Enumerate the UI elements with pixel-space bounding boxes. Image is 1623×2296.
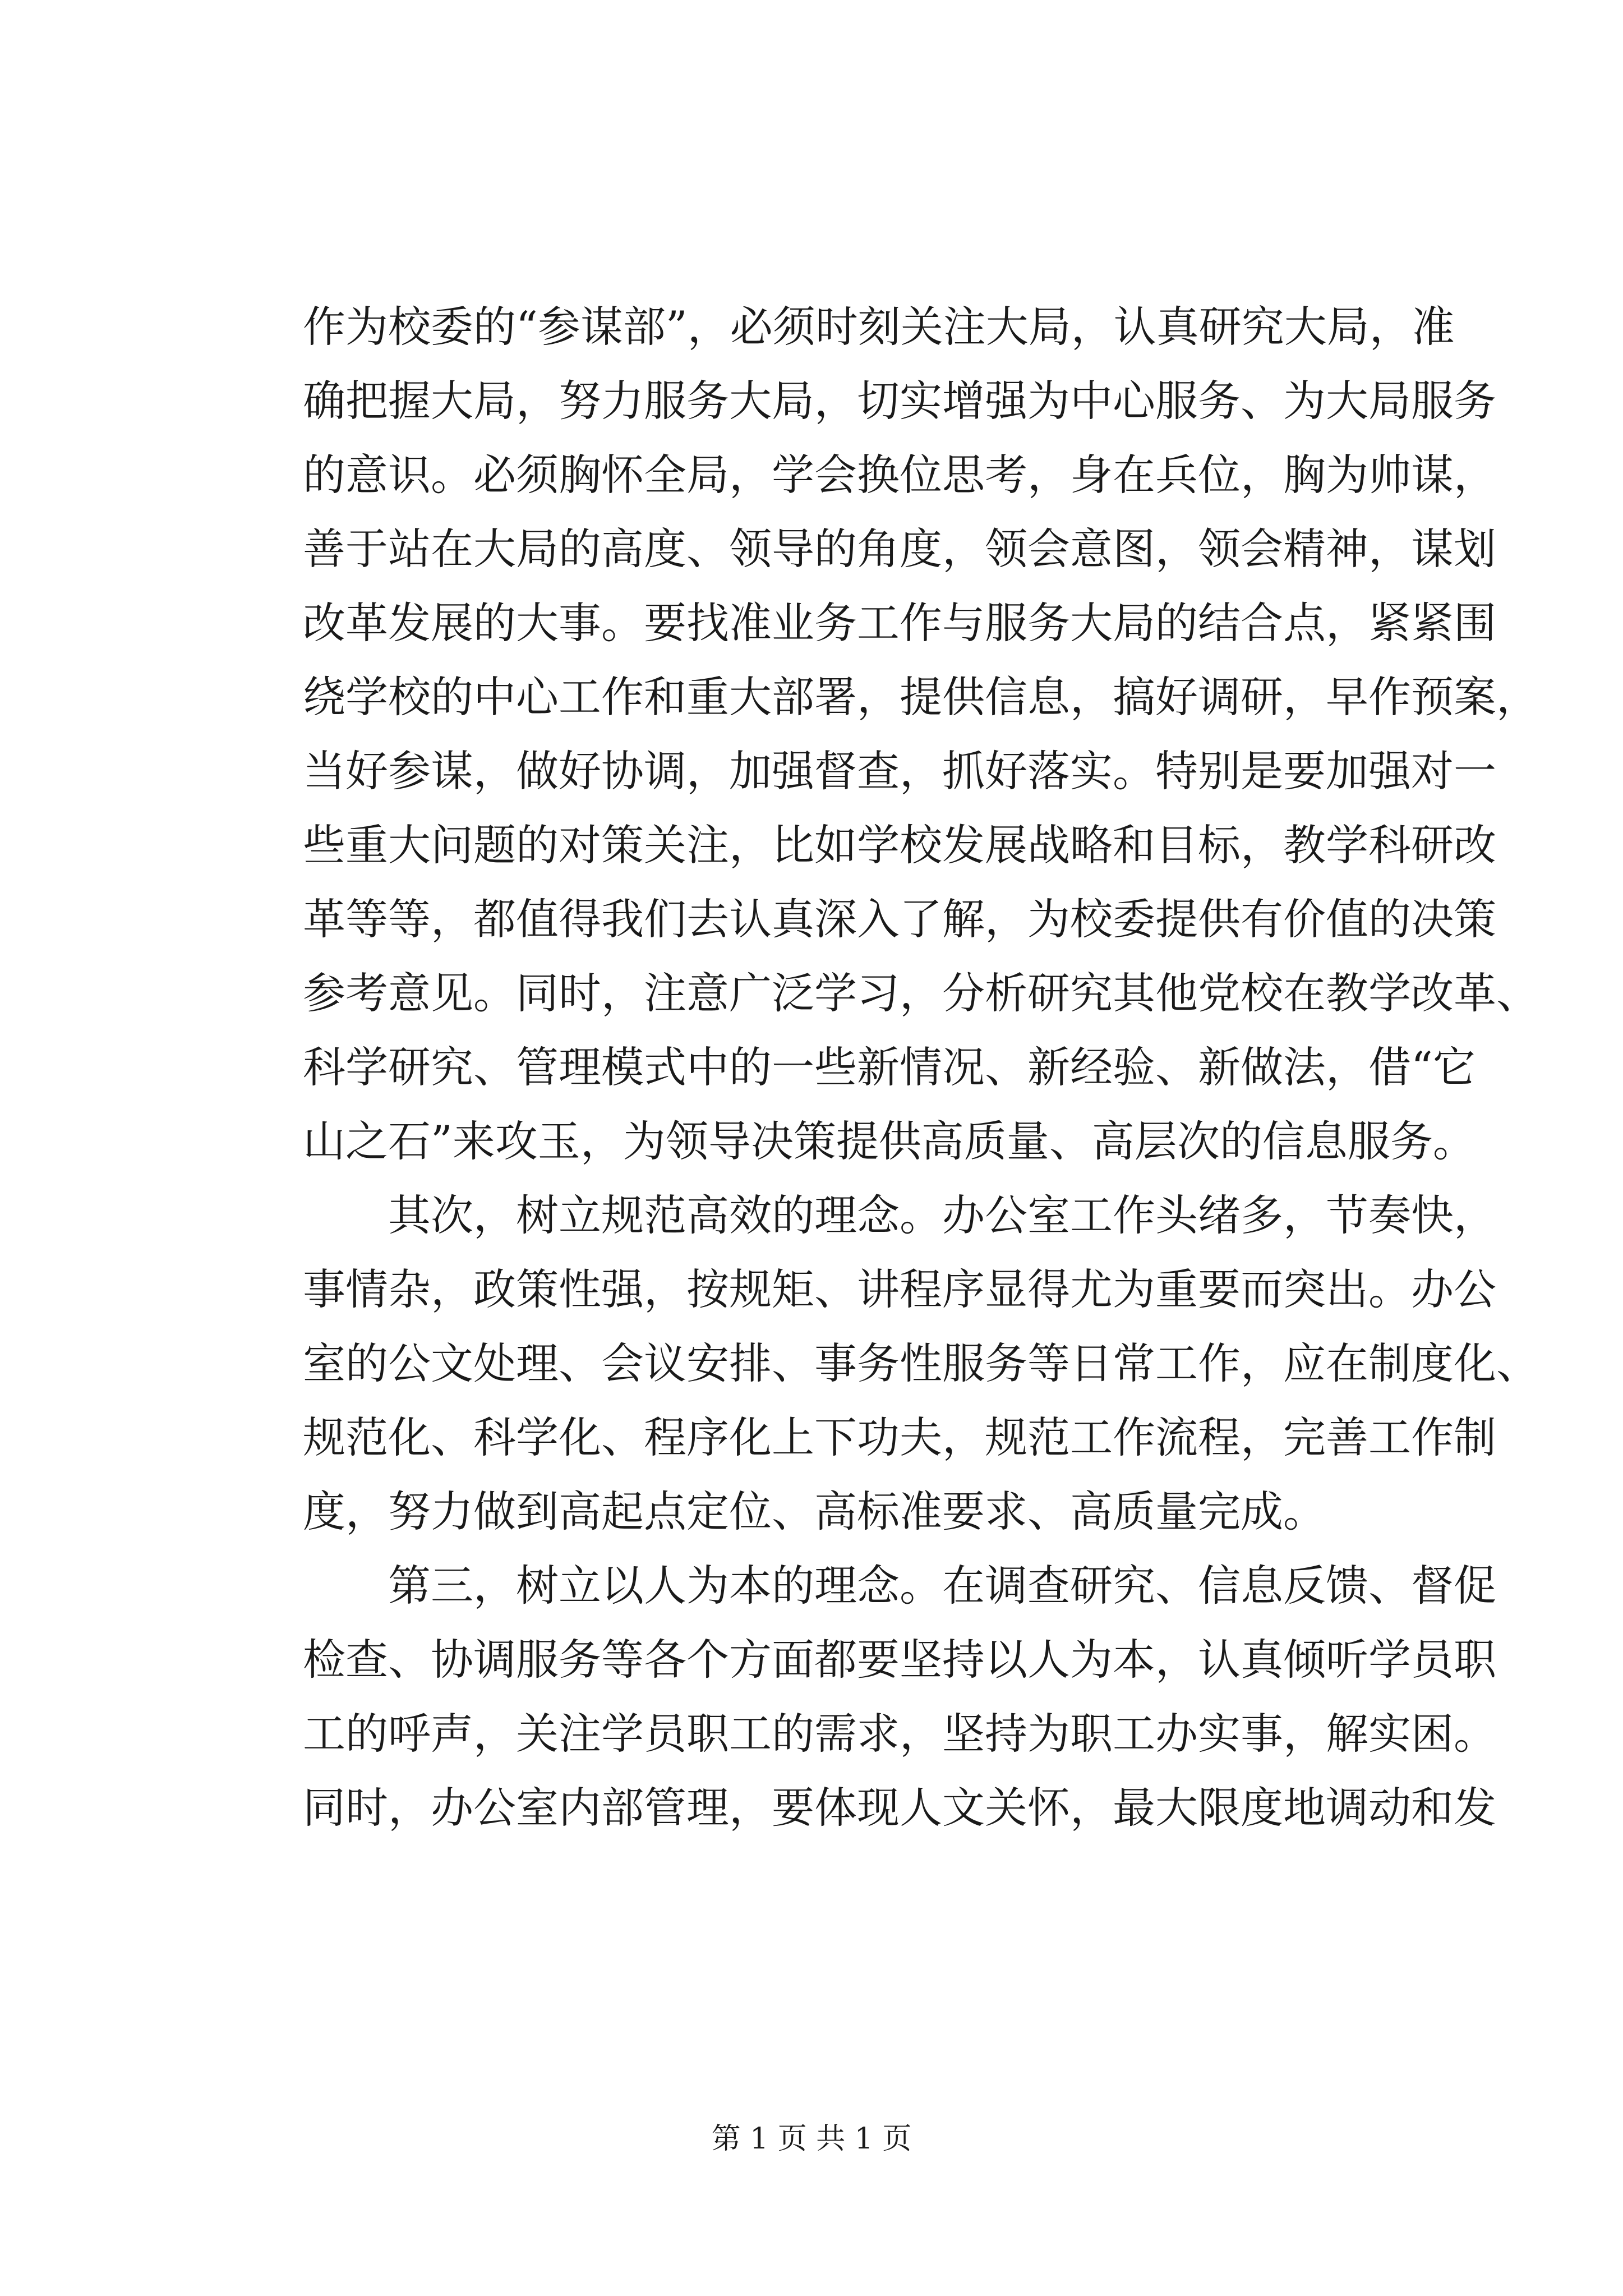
text-line: 善于站在大局的高度、领导的角度，领会意图，领会精神，谋划 bbox=[303, 524, 1496, 574]
text-line: 作为校委的“参谋部”，必须时刻关注大局，认真研究大局，准 bbox=[303, 302, 1455, 352]
text-line: 革等等，都值得我们去认真深入了解，为校委提供有价值的决策 bbox=[303, 894, 1496, 944]
text-line: 检查、协调服务等各个方面都要坚持以人为本，认真倾听学员职 bbox=[303, 1635, 1496, 1685]
text-line: 度，努力做到高起点定位、高标准要求、高质量完成。 bbox=[303, 1487, 1326, 1536]
text-line: 山之石”来攻玉，为领导决策提供高质量、高层次的信息服务。 bbox=[303, 1116, 1476, 1166]
text-line: 工的呼声，关注学员职工的需求，坚持为职工办实事，解实困。 bbox=[303, 1709, 1496, 1759]
text-line: 绕学校的中心工作和重大部署，提供信息，搞好调研，早作预案， bbox=[303, 672, 1539, 722]
text-line: 规范化、科学化、程序化上下功夫，规范工作流程，完善工作制 bbox=[303, 1412, 1496, 1462]
text-line: 当好参谋，做好协调，加强督查，抓好落实。特别是要加强对一 bbox=[303, 746, 1496, 796]
text-line: 改革发展的大事。要找准业务工作与服务大局的结合点，紧紧围 bbox=[303, 598, 1496, 648]
text-line: 参考意见。同时，注意广泛学习，分析研究其他党校在教学改革、 bbox=[303, 968, 1539, 1018]
text-line: 些重大问题的对策关注，比如学校发展战略和目标，教学科研改 bbox=[303, 820, 1496, 870]
text-line: 第三，树立以人为本的理念。在调查研究、信息反馈、督促 bbox=[303, 1561, 1496, 1611]
page-footer: 第 1 页 共 1 页 bbox=[711, 2122, 912, 2156]
text-line: 其次，树立规范高效的理念。办公室工作头绪多，节奏快， bbox=[303, 1190, 1496, 1240]
text-line: 的意识。必须胸怀全局，学会换位思考，身在兵位，胸为帅谋， bbox=[303, 450, 1496, 500]
text-line: 确把握大局，努力服务大局，切实增强为中心服务、为大局服务 bbox=[303, 376, 1496, 426]
text-line: 科学研究、管理模式中的一些新情况、新经验、新做法，借“它 bbox=[303, 1042, 1476, 1092]
document-body bbox=[303, 290, 1539, 1845]
text-line: 同时，办公室内部管理，要体现人文关怀，最大限度地调动和发 bbox=[303, 1783, 1496, 1833]
text-line: 事情杂，政策性强，按规矩、讲程序显得尤为重要而突出。办公 bbox=[303, 1264, 1496, 1314]
text-line: 室的公文处理、会议安排、事务性服务等日常工作，应在制度化、 bbox=[303, 1338, 1539, 1388]
